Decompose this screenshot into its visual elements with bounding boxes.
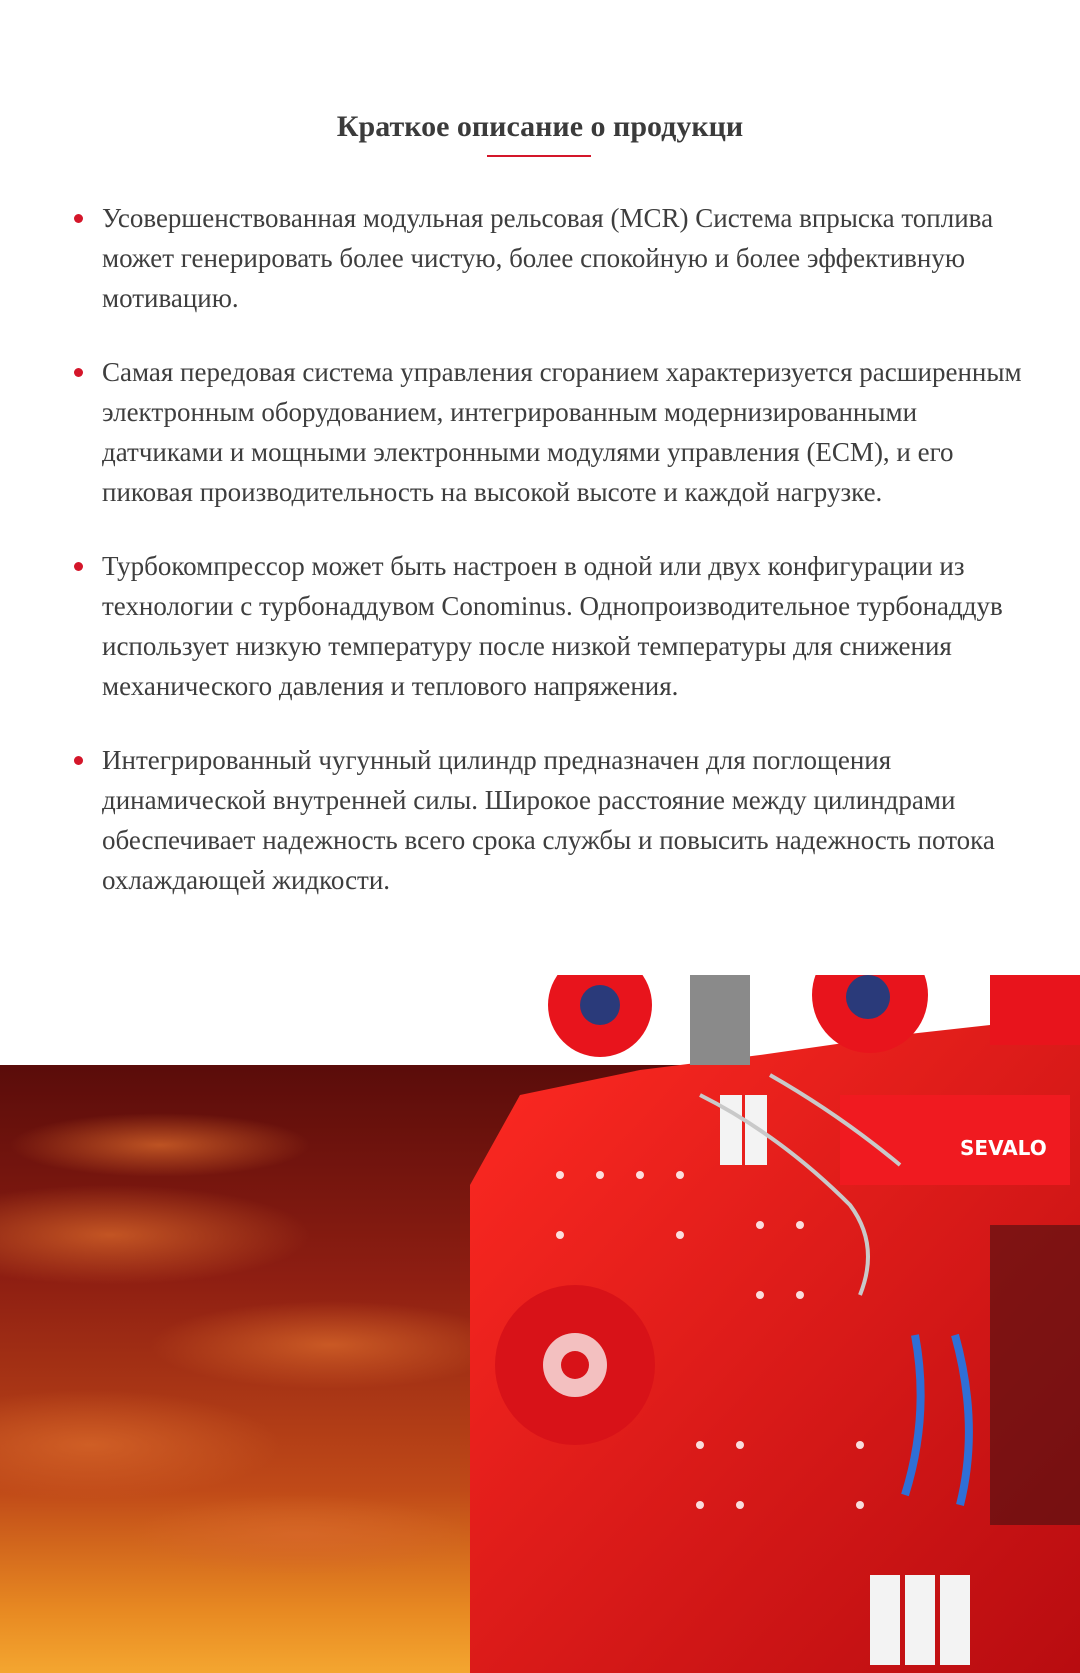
feature-item	[70, 546, 1030, 706]
feature-list	[70, 198, 1030, 934]
feature-text: Турбокомпрессор может быть настроен в одной или двух конфигурации из технологии с турбонаддувом Conominus. Однопроизводительное турбонаддув использует низкую температуру после низкой температуры для снижения механического давления и теплового напряжения.	[102, 551, 1003, 701]
section-title: Краткое описание о продукци	[336, 110, 744, 144]
feature-item	[70, 740, 1030, 900]
engine-hero-image	[0, 975, 1080, 1673]
bullet-icon	[74, 368, 83, 377]
bullet-icon	[74, 214, 83, 223]
feature-text: Усовершенствованная модульная рельсовая (MCR) Система впрыска топлива может генерировать более чистую, более спокойную и более эффективную мотивацию.	[102, 203, 994, 313]
feature-text: Самая передовая система управления сгоранием характеризуется расширенным электронным оборудованием, интегрированным модернизированными датчиками и мощными электронными модулями управления (ECM), и его пиковая производительность на высокой высоте и каждой нагрузке.	[102, 357, 1022, 507]
feature-item	[70, 198, 1030, 318]
feature-item	[70, 352, 1030, 512]
bullet-icon	[74, 756, 83, 765]
bullet-icon	[74, 562, 83, 571]
engine-logo: SEVALO	[960, 1136, 1047, 1160]
title-underline	[487, 155, 591, 157]
feature-text: Интегрированный чугунный цилиндр предназначен для поглощения динамической внутренней силы. Широкое расстояние между цилиндрами обеспечивает надежность всего срока службы и повысить надежность потока охлаждающей жидкости.	[102, 745, 995, 895]
